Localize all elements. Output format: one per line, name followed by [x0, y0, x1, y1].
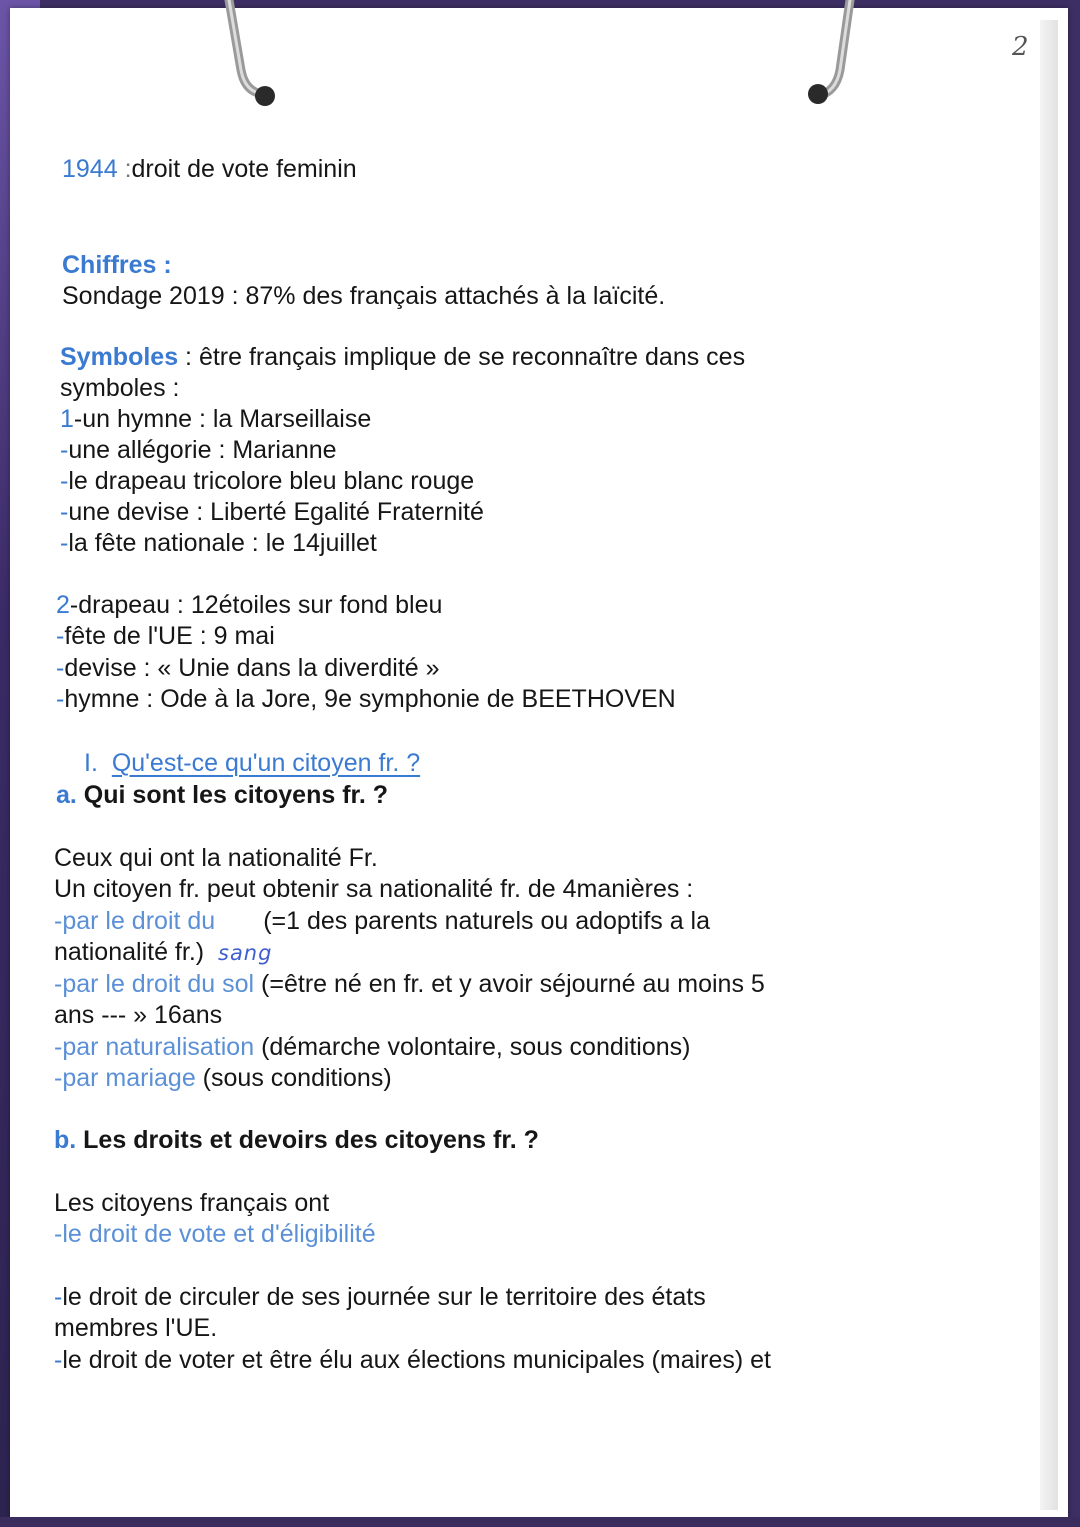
- eu-item: [56, 590, 442, 620]
- sondage-line: Sondage 2019 : 87% des français attachés à la laïcité.: [62, 282, 666, 310]
- handwritten-note: sang: [218, 941, 273, 965]
- right-text: le droit de voter et être élu aux élections municipales (maires) et: [62, 1346, 771, 1374]
- page-number: 2: [1012, 32, 1029, 62]
- list-dash: -: [54, 1346, 63, 1374]
- method-cont: [54, 937, 272, 968]
- right-cont: membres l'UE.: [54, 1314, 218, 1342]
- eu-item: [56, 621, 275, 651]
- symbol-item: [60, 435, 337, 465]
- eu-text: -drapeau : 12étoiles sur fond bleu: [69, 591, 443, 619]
- symboles-line: [60, 342, 745, 372]
- symboles-label: Symboles: [60, 343, 179, 371]
- method-item: [54, 1063, 392, 1093]
- eu-item: [56, 684, 676, 714]
- right-item: -le droit de vote et d'éligibilité: [54, 1220, 376, 1248]
- symbol-text: la fête nationale : le 14juillet: [68, 529, 377, 557]
- chiffres-heading: Chiffres :: [62, 251, 172, 279]
- method-item: [54, 906, 710, 936]
- right-item: [54, 1282, 706, 1312]
- method-cont: ans --- » 16ans: [54, 1001, 223, 1029]
- method-item: [54, 969, 765, 999]
- list-dash: -: [56, 622, 65, 650]
- list-dash: -: [60, 498, 69, 526]
- method-item: [54, 1032, 690, 1062]
- list-dash: -: [54, 1283, 63, 1311]
- vote-sep: :: [117, 155, 132, 183]
- list-dash: -: [56, 685, 65, 713]
- method-text: (sous conditions): [195, 1064, 392, 1092]
- list-dash: -: [54, 1033, 63, 1061]
- nationality-line: Ceux qui ont la nationalité Fr.: [54, 844, 378, 872]
- subsection-b: [54, 1125, 539, 1155]
- right-text: le droit de circuler de ses journée sur le territoire des états: [62, 1283, 706, 1311]
- list-dash: -: [56, 654, 65, 682]
- eu-item: [56, 653, 440, 683]
- eu-text: hymne : Ode à la Jore, 9e symphonie de BEETHOVEN: [64, 685, 676, 713]
- method-label: par mariage: [62, 1064, 196, 1092]
- list-dash: -: [60, 467, 69, 495]
- vote-text: droit de vote feminin: [131, 155, 357, 183]
- method-cont-text: nationalité fr.): [54, 938, 205, 966]
- symbol-text: une devise : Liberté Egalité Fraternité: [68, 498, 484, 526]
- vote-line: [62, 154, 357, 184]
- method-label: par le droit du sol: [62, 970, 255, 998]
- nationality-line: Un citoyen fr. peut obtenir sa nationalité fr. de 4manières :: [54, 875, 694, 903]
- list-dash: -: [54, 1064, 63, 1092]
- method-label: par le droit du: [62, 907, 216, 935]
- subsection-title: Les droits et devoirs des citoyens fr. ?: [76, 1126, 539, 1154]
- symboles-text: : être français implique de se reconnaître dans ces: [178, 343, 746, 371]
- method-text: (démarche volontaire, sous conditions): [254, 1033, 691, 1061]
- list-dash: -: [54, 907, 63, 935]
- symbol-item: [60, 404, 371, 434]
- list-dash: -: [60, 529, 69, 557]
- symbol-item: [60, 466, 474, 496]
- symbol-item: [60, 497, 484, 527]
- subsection-title: Qui sont les citoyens fr. ?: [76, 781, 389, 809]
- list-number: 2: [56, 591, 70, 619]
- symbol-text: une allégorie : Marianne: [68, 436, 337, 464]
- symbol-text: le drapeau tricolore bleu blanc rouge: [68, 467, 475, 495]
- eu-text: fête de l'UE : 9 mai: [64, 622, 275, 650]
- eu-text: devise : « Unie dans la diverdité »: [64, 654, 440, 682]
- section-title: Qu'est-ce qu'un citoyen fr. ?: [111, 749, 421, 777]
- method-text: (=être né en fr. et y avoir séjourné au moins 5: [254, 970, 765, 998]
- section-heading: [84, 748, 420, 778]
- method-text: (=1 des parents naturels ou adoptifs a la: [263, 907, 711, 935]
- symbol-item: [60, 528, 377, 558]
- symbol-text: -un hymne : la Marseillaise: [73, 405, 372, 433]
- list-number: 1: [60, 405, 74, 433]
- list-dash: -: [54, 970, 63, 998]
- section-number: I.: [84, 749, 98, 777]
- subsection-a: [56, 780, 388, 810]
- list-dash: -: [60, 436, 69, 464]
- right-item: [54, 1345, 771, 1375]
- vote-year: 1944: [62, 155, 118, 183]
- subsection-letter: a.: [56, 781, 77, 809]
- subsection-letter: b.: [54, 1126, 77, 1154]
- rights-intro: Les citoyens français ont: [54, 1189, 330, 1217]
- method-label: par naturalisation: [62, 1033, 255, 1061]
- symboles-cont: symboles :: [60, 374, 180, 402]
